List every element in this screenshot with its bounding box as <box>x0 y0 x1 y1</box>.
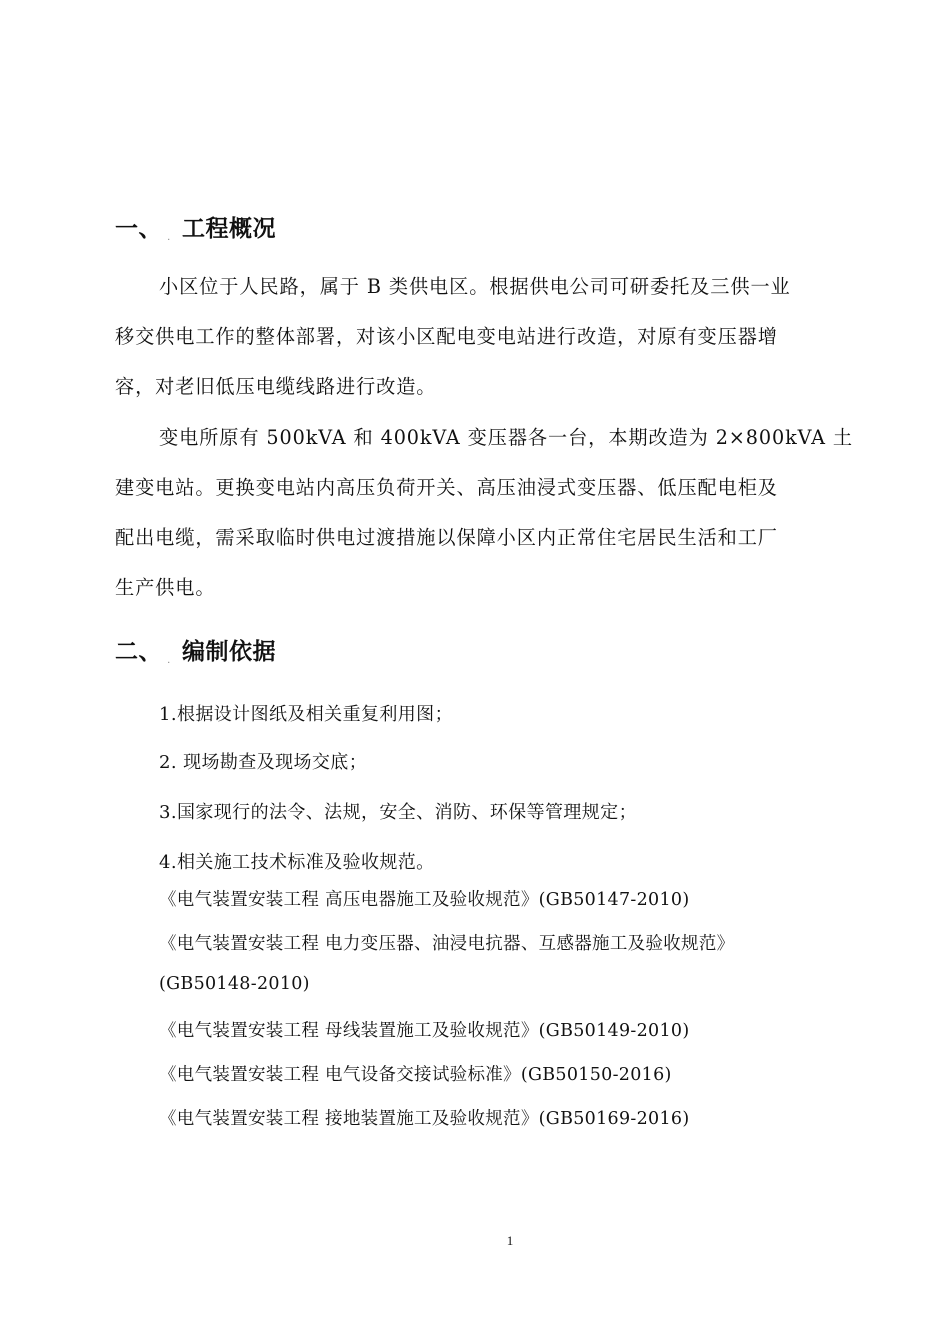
section-title: 工程概况 <box>182 216 276 242</box>
basis-item: 3.国家现行的法令、法规，安全、消防、环保等管理规定； <box>159 802 637 823</box>
heading-separator-mark: . <box>167 232 171 243</box>
paragraph-line: 建变电站。更换变电站内高压负荷开关、高压油浸式变压器、低压配电柜及 <box>115 476 778 499</box>
standard-reference: 《电气装置安装工程 电力变压器、油浸电抗器、互感器施工及验收规范》 <box>159 934 735 954</box>
basis-item: 4.相关施工技术标准及验收规范。 <box>159 852 435 873</box>
paragraph-line: 移交供电工作的整体部署，对该小区配电变电站进行改造，对原有变压器增 <box>115 325 778 348</box>
section-heading-basis <box>115 633 276 666</box>
paragraph-line: 小区位于人民路，属于 B 类供电区。根据供电公司可研委托及三供一业 <box>159 275 791 298</box>
section-number: 二、 <box>115 639 162 665</box>
standard-reference: (GB50148-2010) <box>159 974 310 994</box>
paragraph-line: 生产供电。 <box>115 576 216 599</box>
section-title: 编制依据 <box>182 639 276 665</box>
paragraph-line: 容，对老旧低压电缆线路进行改造。 <box>115 375 437 398</box>
standard-reference: 《电气装置安装工程 母线装置施工及验收规范》(GB50149-2010) <box>159 1021 690 1041</box>
basis-item: 1.根据设计图纸及相关重复利用图； <box>159 704 453 725</box>
standard-reference: 《电气装置安装工程 电气设备交接试验标准》(GB50150-2016) <box>159 1065 672 1085</box>
section-number: 一、 <box>115 216 162 242</box>
standard-reference: 《电气装置安装工程 高压电器施工及验收规范》(GB50147-2010) <box>159 890 690 910</box>
overview-paragraph-1 <box>115 262 860 412</box>
paragraph-line: 变电所原有 500kVA 和 400kVA 变压器各一台，本期改造为 2×800kVA 土 <box>159 426 853 449</box>
overview-paragraph-2 <box>115 413 860 613</box>
page-number: 1 <box>506 1233 514 1248</box>
standard-reference: 《电气装置安装工程 接地装置施工及验收规范》(GB50169-2016) <box>159 1109 690 1129</box>
section-heading-overview <box>115 210 276 243</box>
paragraph-line: 配出电缆，需采取临时供电过渡措施以保障小区内正常住宅居民生活和工厂 <box>115 526 778 549</box>
heading-separator-mark: . <box>167 655 171 666</box>
basis-item: 2. 现场勘查及现场交底； <box>159 752 368 773</box>
